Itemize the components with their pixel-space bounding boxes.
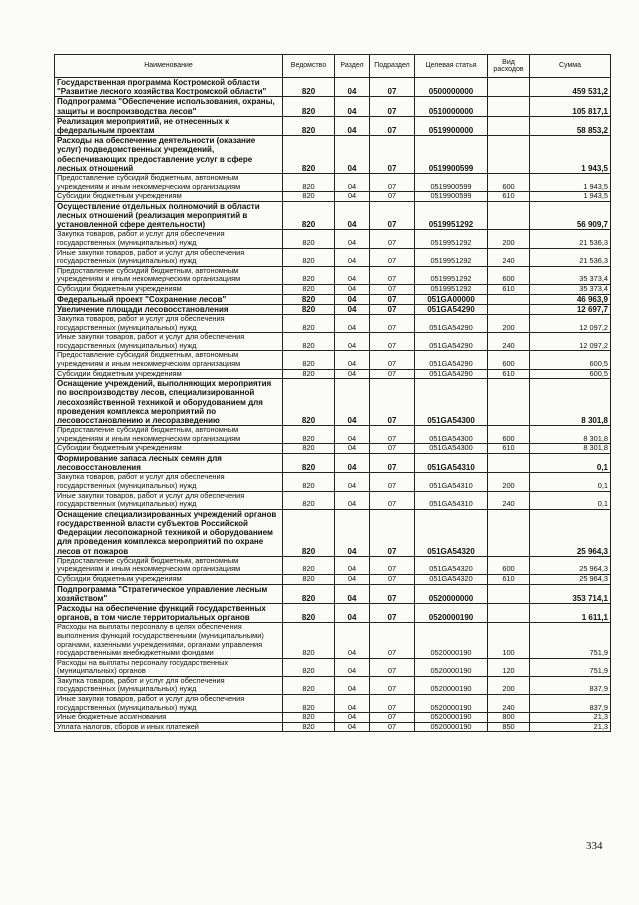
cell-target: 0520000190 [415,695,488,713]
cell-subsection: 07 [370,369,415,379]
cell-target: 051GA54320 [415,556,488,574]
cell-section: 04 [335,574,370,584]
cell-target: 051GA00000 [415,294,488,304]
cell-dept: 820 [283,333,335,351]
cell-name: Иные закупки товаров, работ и услуг для обеспечения государственных (муниципальных) нужд [55,695,283,713]
table-row [55,603,611,622]
cell-name: Предоставление субсидий бюджетным, автономным учреждениям и иным некоммерческим организациям [55,174,283,192]
cell-target: 0519951292 [415,266,488,284]
table-row [55,473,611,491]
cell-subsection: 07 [370,713,415,723]
cell-subsection: 07 [370,174,415,192]
cell-sum: 353 714,1 [530,584,611,603]
table-row [55,574,611,584]
cell-exp-type: 240 [488,333,530,351]
cell-exp-type: 240 [488,248,530,266]
cell-subsection: 07 [370,284,415,294]
cell-section: 04 [335,248,370,266]
cell-exp-type: 100 [488,623,530,658]
table-row [55,444,611,454]
cell-exp-type: 600 [488,174,530,192]
cell-section: 04 [335,201,370,230]
table-row [55,333,611,351]
cell-name: Государственная программа Костромской области "Развитие лесного хозяйства Костромской области" [55,78,283,97]
cell-subsection: 07 [370,491,415,509]
cell-section: 04 [335,136,370,174]
cell-target: 051GA54320 [415,509,488,556]
cell-subsection: 07 [370,294,415,304]
cell-target: 051GA54300 [415,426,488,444]
cell-exp-type [488,116,530,135]
cell-dept: 820 [283,603,335,622]
cell-sum: 25 964,3 [530,556,611,574]
table-body [55,78,611,732]
cell-name: Формирование запаса лесных семян для лесовосстановления [55,453,283,472]
table-row [55,584,611,603]
cell-name: Осуществление отдельных полномочий в области лесных отношений (реализация мероприятий в установленной сфере деятельности) [55,201,283,230]
cell-section: 04 [335,695,370,713]
cell-target: 0519900599 [415,174,488,192]
cell-target: 0520000190 [415,722,488,732]
table-row [55,379,611,426]
table-row [55,509,611,556]
cell-dept: 820 [283,658,335,676]
cell-dept: 820 [283,266,335,284]
cell-target: 051GA54290 [415,314,488,332]
cell-name: Федеральный проект "Сохранение лесов" [55,294,283,304]
table-row [55,556,611,574]
cell-section: 04 [335,333,370,351]
cell-sum: 0,1 [530,473,611,491]
cell-exp-type [488,201,530,230]
cell-section: 04 [335,369,370,379]
header-row [55,55,611,78]
table-row [55,369,611,379]
cell-target: 051GA54290 [415,369,488,379]
cell-subsection: 07 [370,201,415,230]
cell-name: Расходы на выплаты персоналу государственных (муниципальных) органов [55,658,283,676]
table-row [55,304,611,314]
cell-subsection: 07 [370,351,415,369]
cell-dept: 820 [283,351,335,369]
cell-subsection: 07 [370,116,415,135]
cell-name: Закупка товаров, работ и услуг для обеспечения государственных (муниципальных) нужд [55,676,283,694]
cell-subsection: 07 [370,314,415,332]
cell-dept: 820 [283,379,335,426]
cell-exp-type [488,584,530,603]
table-row [55,713,611,723]
cell-dept: 820 [283,78,335,97]
cell-dept: 820 [283,248,335,266]
cell-subsection: 07 [370,722,415,732]
cell-subsection: 07 [370,623,415,658]
cell-name: Субсидии бюджетным учреждениям [55,574,283,584]
cell-name: Оснащение специализированных учреждений органов государственной власти субъектов Российской Федерации лесопожарной техникой и оборудованием для проведения комплекса мероприятий по охране лесов от пожаров [55,509,283,556]
cell-name: Иные закупки товаров, работ и услуг для обеспечения государственных (муниципальных) нужд [55,333,283,351]
cell-sum: 1 611,1 [530,603,611,622]
cell-sum: 1 943,5 [530,192,611,202]
cell-subsection: 07 [370,266,415,284]
cell-sum: 1 943,5 [530,136,611,174]
cell-sum: 0,1 [530,491,611,509]
table-row [55,136,611,174]
cell-section: 04 [335,491,370,509]
cell-name: Расходы на обеспечение деятельности (оказание услуг) подведомственных учреждений, обеспечивающих предоставление услуг в сфере лесных отношений [55,136,283,174]
cell-name: Расходы на обеспечение функций государственных органов, в том числе территориальных органов [55,603,283,622]
cell-subsection: 07 [370,333,415,351]
cell-dept: 820 [283,116,335,135]
cell-target: 051GA54320 [415,574,488,584]
cell-sum: 21,3 [530,713,611,723]
table-row [55,248,611,266]
cell-sum: 0,1 [530,453,611,472]
cell-dept: 820 [283,230,335,248]
cell-dept: 820 [283,453,335,472]
cell-dept: 820 [283,97,335,116]
cell-dept: 820 [283,556,335,574]
cell-name: Подпрограмма "Стратегическое управление лесным хозяйством" [55,584,283,603]
header-section: Раздел [335,55,370,78]
cell-name: Закупка товаров, работ и услуг для обеспечения государственных (муниципальных) нужд [55,473,283,491]
cell-subsection: 07 [370,230,415,248]
cell-dept: 820 [283,444,335,454]
cell-name: Оснащение учреждений, выполняющих мероприятия по воспроизводству лесов, специализированной лесохозяйственной техникой и оборудованием для проведения комплекса мероприятий по лесовосстановлению и лесоразведению [55,379,283,426]
cell-section: 04 [335,623,370,658]
table-row [55,78,611,97]
cell-name: Предоставление субсидий бюджетным, автономным учреждениям и иным некоммерческим организациям [55,266,283,284]
cell-exp-type: 610 [488,574,530,584]
cell-name: Иные бюджетные ассигнования [55,713,283,723]
cell-name: Субсидии бюджетным учреждениям [55,284,283,294]
table-row [55,97,611,116]
cell-target: 051GA54290 [415,333,488,351]
cell-subsection: 07 [370,509,415,556]
cell-subsection: 07 [370,676,415,694]
cell-exp-type [488,453,530,472]
cell-dept: 820 [283,201,335,230]
cell-exp-type: 610 [488,284,530,294]
cell-subsection: 07 [370,248,415,266]
cell-dept: 820 [283,294,335,304]
cell-subsection: 07 [370,192,415,202]
cell-section: 04 [335,294,370,304]
cell-sum: 751,9 [530,658,611,676]
cell-sum: 25 964,3 [530,574,611,584]
cell-section: 04 [335,230,370,248]
header-exp-type: Вид расходов [488,55,530,78]
table-row [55,230,611,248]
cell-target: 0520000000 [415,584,488,603]
cell-sum: 21 536,3 [530,248,611,266]
cell-subsection: 07 [370,78,415,97]
cell-section: 04 [335,444,370,454]
cell-subsection: 07 [370,473,415,491]
budget-table [54,54,611,732]
header-sum: Сумма [530,55,611,78]
cell-subsection: 07 [370,444,415,454]
cell-name: Предоставление субсидий бюджетным, автономным учреждениям и иным некоммерческим организациям [55,426,283,444]
table-row [55,174,611,192]
cell-target: 0520000190 [415,603,488,622]
cell-target: 051GA54300 [415,444,488,454]
cell-dept: 820 [283,369,335,379]
cell-dept: 820 [283,426,335,444]
cell-target: 0519951292 [415,201,488,230]
cell-dept: 820 [283,304,335,314]
cell-dept: 820 [283,136,335,174]
cell-subsection: 07 [370,453,415,472]
cell-section: 04 [335,509,370,556]
cell-dept: 820 [283,676,335,694]
cell-sum: 21 536,3 [530,230,611,248]
cell-sum: 12 697,7 [530,304,611,314]
table-row [55,623,611,658]
table-row [55,658,611,676]
cell-exp-type [488,136,530,174]
table-row [55,284,611,294]
cell-sum: 8 301,8 [530,444,611,454]
table-row [55,192,611,202]
cell-dept: 820 [283,722,335,732]
cell-exp-type [488,509,530,556]
cell-exp-type: 600 [488,556,530,574]
cell-section: 04 [335,351,370,369]
cell-target: 0520000190 [415,713,488,723]
cell-subsection: 07 [370,97,415,116]
cell-subsection: 07 [370,695,415,713]
cell-section: 04 [335,658,370,676]
cell-dept: 820 [283,284,335,294]
cell-section: 04 [335,556,370,574]
page-number: 334 [586,840,603,852]
table-row [55,266,611,284]
table-row [55,491,611,509]
cell-name: Уплата налогов, сборов и иных платежей [55,722,283,732]
cell-sum: 459 531,2 [530,78,611,97]
cell-target: 051GA54310 [415,473,488,491]
cell-section: 04 [335,304,370,314]
cell-sum: 12 097,2 [530,314,611,332]
cell-subsection: 07 [370,426,415,444]
cell-section: 04 [335,473,370,491]
cell-exp-type: 800 [488,713,530,723]
cell-subsection: 07 [370,658,415,676]
cell-exp-type: 120 [488,658,530,676]
cell-section: 04 [335,314,370,332]
cell-target: 0520000190 [415,623,488,658]
cell-target: 0520000190 [415,658,488,676]
cell-section: 04 [335,453,370,472]
cell-section: 04 [335,284,370,294]
cell-target: 0519951292 [415,248,488,266]
cell-subsection: 07 [370,574,415,584]
cell-name: Иные закупки товаров, работ и услуг для обеспечения государственных (муниципальных) нужд [55,491,283,509]
cell-dept: 820 [283,713,335,723]
cell-sum: 600,5 [530,351,611,369]
table-row [55,722,611,732]
cell-section: 04 [335,97,370,116]
cell-dept: 820 [283,574,335,584]
cell-name: Субсидии бюджетным учреждениям [55,192,283,202]
cell-name: Субсидии бюджетным учреждениям [55,369,283,379]
cell-target: 0519900599 [415,136,488,174]
cell-target: 051GA54300 [415,379,488,426]
cell-name: Расходы на выплаты персоналу в целях обеспечения выполнения функций государственными (муниципальными) органами, казенными учреждениями, органами управления государственными внебюджетными фондами [55,623,283,658]
cell-target: 0519900000 [415,116,488,135]
cell-exp-type [488,294,530,304]
cell-name: Субсидии бюджетным учреждениям [55,444,283,454]
cell-sum: 56 909,7 [530,201,611,230]
cell-section: 04 [335,603,370,622]
cell-target: 0500000000 [415,78,488,97]
header-name: Наименование [55,55,283,78]
cell-sum: 8 301,8 [530,379,611,426]
table-row [55,453,611,472]
cell-target: 0519900599 [415,192,488,202]
cell-subsection: 07 [370,556,415,574]
cell-section: 04 [335,584,370,603]
cell-target: 051GA54310 [415,453,488,472]
cell-exp-type: 600 [488,266,530,284]
table-row [55,351,611,369]
cell-sum: 105 817,1 [530,97,611,116]
table-row [55,201,611,230]
cell-target: 051GA54290 [415,351,488,369]
cell-sum: 46 963,9 [530,294,611,304]
cell-exp-type: 850 [488,722,530,732]
cell-name: Закупка товаров, работ и услуг для обеспечения государственных (муниципальных) нужд [55,314,283,332]
cell-exp-type [488,78,530,97]
cell-target: 0519951292 [415,230,488,248]
header-subsection: Подраздел [370,55,415,78]
table-header [55,55,611,78]
cell-sum: 751,9 [530,623,611,658]
cell-dept: 820 [283,509,335,556]
cell-sum: 58 853,2 [530,116,611,135]
cell-subsection: 07 [370,584,415,603]
cell-name: Увеличение площади лесовосстановления [55,304,283,314]
cell-name: Закупка товаров, работ и услуг для обеспечения государственных (муниципальных) нужд [55,230,283,248]
cell-section: 04 [335,379,370,426]
cell-sum: 35 373,4 [530,284,611,294]
cell-sum: 1 943,5 [530,174,611,192]
cell-name: Иные закупки товаров, работ и услуг для обеспечения государственных (муниципальных) нужд [55,248,283,266]
cell-section: 04 [335,192,370,202]
cell-dept: 820 [283,473,335,491]
table-row [55,695,611,713]
table-row [55,676,611,694]
cell-section: 04 [335,676,370,694]
cell-section: 04 [335,426,370,444]
table-row [55,116,611,135]
cell-dept: 820 [283,584,335,603]
cell-section: 04 [335,116,370,135]
cell-subsection: 07 [370,304,415,314]
table-row [55,426,611,444]
cell-section: 04 [335,78,370,97]
cell-section: 04 [335,713,370,723]
cell-exp-type [488,304,530,314]
cell-exp-type: 600 [488,351,530,369]
cell-target: 0519951292 [415,284,488,294]
cell-sum: 35 373,4 [530,266,611,284]
cell-exp-type: 200 [488,230,530,248]
cell-target: 051GA54290 [415,304,488,314]
cell-name: Подпрограмма "Обеспечение использования, охраны, защиты и воспроизводства лесов" [55,97,283,116]
cell-target: 051GA54310 [415,491,488,509]
header-target: Целевая статья [415,55,488,78]
cell-target: 0510000000 [415,97,488,116]
cell-target: 0520000190 [415,676,488,694]
cell-exp-type [488,603,530,622]
cell-exp-type [488,379,530,426]
header-dept: Ведомство [283,55,335,78]
cell-exp-type [488,97,530,116]
cell-sum: 837,9 [530,676,611,694]
cell-exp-type: 200 [488,676,530,694]
cell-exp-type: 610 [488,444,530,454]
cell-subsection: 07 [370,136,415,174]
cell-exp-type: 240 [488,491,530,509]
cell-exp-type: 610 [488,369,530,379]
cell-sum: 837,9 [530,695,611,713]
cell-name: Предоставление субсидий бюджетным, автономным учреждениям и иным некоммерческим организациям [55,351,283,369]
cell-sum: 12 097,2 [530,333,611,351]
cell-dept: 820 [283,623,335,658]
cell-dept: 820 [283,314,335,332]
cell-sum: 8 301,8 [530,426,611,444]
cell-exp-type: 200 [488,473,530,491]
cell-name: Реализация мероприятий, не отнесенных к федеральным проектам [55,116,283,135]
cell-subsection: 07 [370,603,415,622]
table-row [55,314,611,332]
cell-sum: 21,3 [530,722,611,732]
cell-subsection: 07 [370,379,415,426]
cell-exp-type: 610 [488,192,530,202]
cell-section: 04 [335,722,370,732]
cell-sum: 600,5 [530,369,611,379]
cell-exp-type: 600 [488,426,530,444]
cell-dept: 820 [283,192,335,202]
cell-name: Предоставление субсидий бюджетным, автономным учреждениям и иным некоммерческим организациям [55,556,283,574]
cell-dept: 820 [283,695,335,713]
table-row [55,294,611,304]
cell-section: 04 [335,174,370,192]
cell-dept: 820 [283,491,335,509]
cell-sum: 25 964,3 [530,509,611,556]
cell-dept: 820 [283,174,335,192]
cell-exp-type: 200 [488,314,530,332]
cell-exp-type: 240 [488,695,530,713]
cell-section: 04 [335,266,370,284]
